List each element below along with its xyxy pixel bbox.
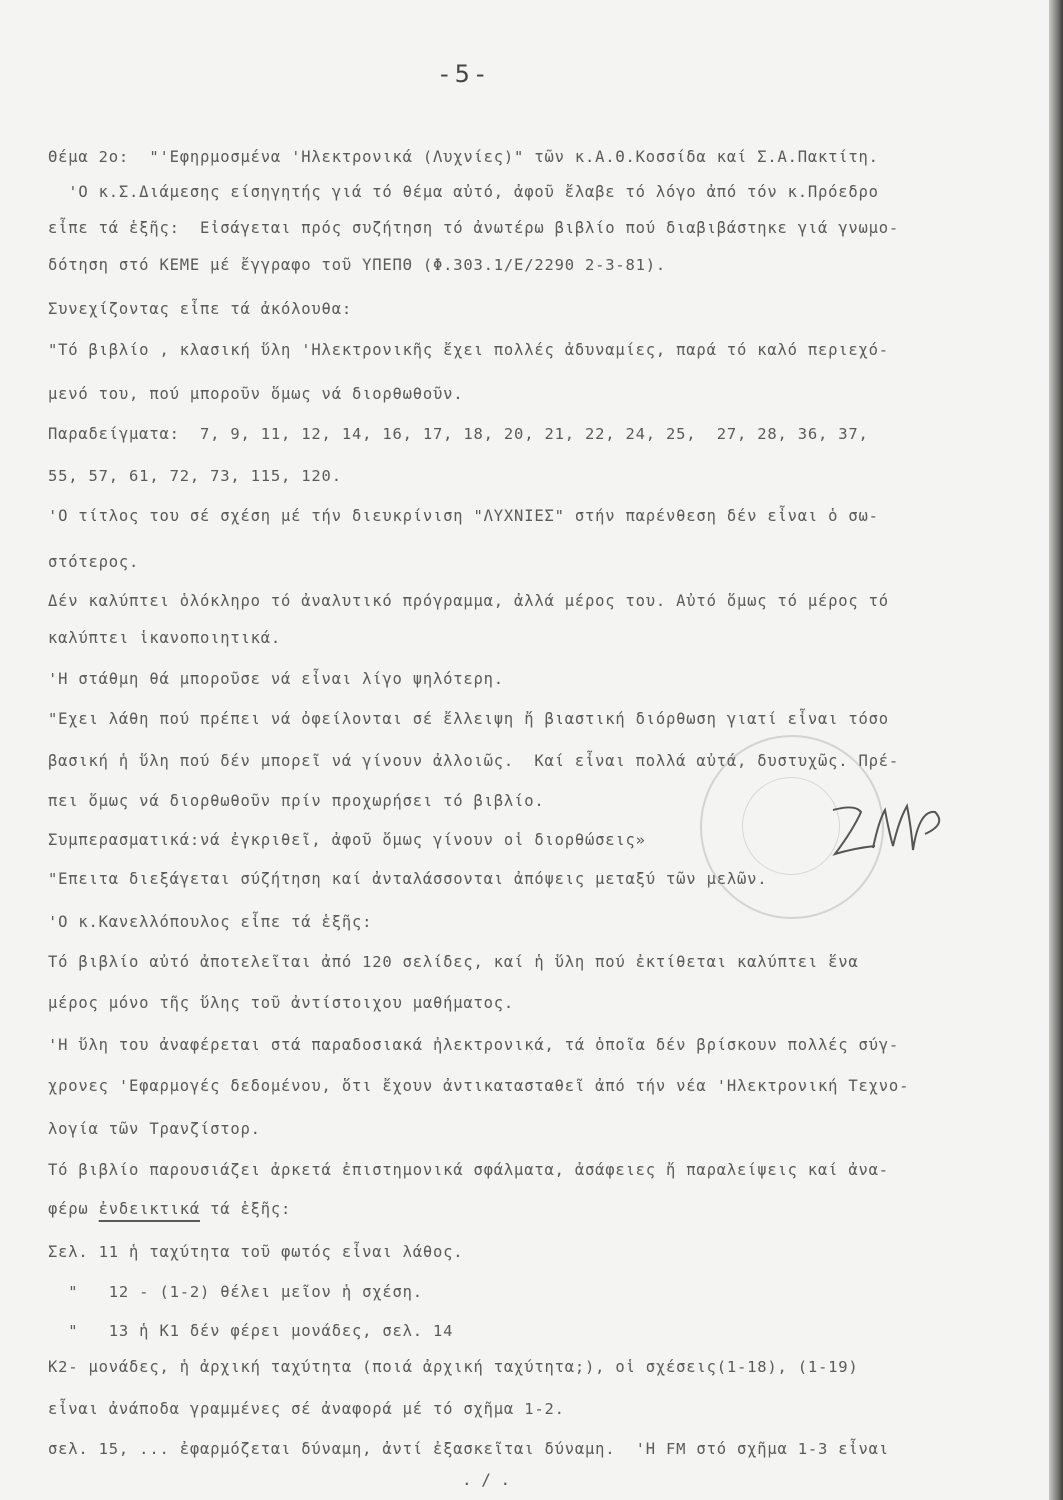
- page-edge-shadow: [1049, 0, 1063, 1500]
- text-line: 'Ο κ.Κανελλόπουλος εἶπε τά ἑξῆς:: [48, 913, 373, 931]
- text-line: πει ὅμως νά διορθωθοῦν πρίν προχωρήσει τό βιβλίο.: [48, 792, 545, 810]
- text-line: μέρος μόνο τῆς ὕλης τοῦ ἀντίστοιχου μαθήματος.: [48, 994, 515, 1012]
- text-line: "Τό βιβλίο , κλασική ὕλη 'Ηλεκτρονικῆς ἔχει πολλές ἀδυναμίες, παρά τό καλό περιεχό-: [48, 341, 889, 359]
- text-line: Δέν καλύπτει ὁλόκληρο τό ἀναλυτικό πρόγραμμα, ἀλλά μέρος του. Αὐτό ὅμως τό μέρος τό: [48, 592, 889, 610]
- text-segment: φέρω: [48, 1200, 99, 1218]
- text-line: Κ2- μονάδες, ἡ ἀρχική ταχύτητα (ποιά ἀρχική ταχύτητα;), οἱ σχέσεις(1-18), (1-19): [48, 1358, 859, 1376]
- text-line: μενό του, πού μποροῦν ὅμως νά διορθωθοῦν.: [48, 385, 464, 403]
- text-line: Τό βιβλίο παρουσιάζει ἀρκετά ἐπιστημονικά σφάλματα, ἀσάφειες ἤ παραλείψεις καί ἀνα-: [48, 1161, 889, 1179]
- text-line: " 12 - (1-2) θέλει μεῖον ἡ σχέση.: [48, 1283, 423, 1301]
- text-line: Συνεχίζοντας εἶπε τά ἀκόλουθα:: [48, 300, 352, 318]
- text-line: Τό βιβλίο αὐτό ἀποτελεῖται ἀπό 120 σελίδες, καί ἡ ὕλη πού ἐκτίθεται καλύπτει ἕνα: [48, 953, 859, 971]
- text-segment: τά ἑξῆς:: [200, 1200, 292, 1218]
- text-line: χρονες 'Εφαρμογές δεδομένου, ὅτι ἔχουν ἀντικατασταθεῖ ἀπό τήν νέα 'Ηλεκτρονική Τεχνο-: [48, 1077, 910, 1095]
- page-number: -5-: [440, 60, 491, 88]
- text-line: εἶπε τά ἑξῆς: Εἰσάγεται πρός συζήτηση τό ἀνωτέρω βιβλίο πού διαβιβάστηκε γιά γνωμο-: [48, 219, 900, 237]
- text-line: δότηση στό ΚΕΜΕ μέ ἔγγραφο τοῦ ΥΠΕΠΘ (Φ.303.1/Ε/2290 2-3-81).: [48, 256, 667, 274]
- continuation-mark: . / .: [462, 1470, 511, 1489]
- text-line: Σελ. 11 ἡ ταχύτητα τοῦ φωτός εἶναι λάθος.: [48, 1243, 464, 1261]
- text-line: Παραδείγματα: 7, 9, 11, 12, 14, 16, 17, 18, 20, 21, 22, 24, 25, 27, 28, 36, 37,: [48, 425, 869, 443]
- text-line: στότερος.: [48, 553, 140, 571]
- text-line: 'Ο κ.Σ.Διάμεσης είσηγητής γιά τό θέμα αὐτό, ἀφοῦ ἔλαβε τό λόγο ἀπό τόν κ.Πρόεδρο: [48, 183, 879, 201]
- text-line: 'Η στάθμη θά μποροῦσε νά εἶναι λίγο ψηλότερη.: [48, 670, 504, 688]
- text-line: 55, 57, 61, 72, 73, 115, 120.: [48, 467, 342, 485]
- text-line: "Εχει λάθη πού πρέπει νά ὀφείλονται σέ ἔλλειψη ἤ βιαστική διόρθωση γιατί εἶναι τόσο: [48, 710, 889, 728]
- handwritten-signature: [815, 790, 955, 880]
- text-line: Συμπερασματικά:νά ἐγκριθεῖ, ἀφοῦ ὅμως γίνουν οἱ διορθώσεις»: [48, 831, 646, 849]
- text-line: καλύπτει ἱκανοποιητικά.: [48, 629, 282, 647]
- text-line: εἶναι ἀνάποδα γραμμένες σέ ἀναφορά μέ τό σχῆμα 1-2.: [48, 1400, 565, 1418]
- text-line: 'Η ὕλη του ἀναφέρεται στά παραδοσιακά ἠλεκτρονικά, τά ὁποῖα δέν βρίσκουν πολλές σύγ-: [48, 1036, 900, 1054]
- text-line: 'Ο τίτλος του σέ σχέση μέ τήν διευκρίνιση "ΛΥΧΝΙΕΣ" στήν παρένθεση δέν εἶναι ὁ σω-: [48, 507, 879, 525]
- text-line: βασική ἡ ὕλη πού δέν μπορεῖ νά γίνουν ἀλλοιῶς. Καί εἶναι πολλά αὐτά, δυστυχῶς. Πρέ-: [48, 752, 900, 770]
- text-line: Θέμα 2ο: "'Εφηρμοσμένα 'Ηλεκτρονικά (Λυχνίες)" τῶν κ.Α.Θ.Κοσσίδα καί Σ.Α.Πακτίτη.: [48, 148, 879, 166]
- underlined-word: ἐνδεικτικά: [98, 1200, 200, 1218]
- text-line: " 13 ἡ Κ1 δέν φέρει μονάδες, σελ. 14: [48, 1322, 454, 1340]
- text-line: "Επειτα διεξάγεται σύζήτηση καί ἀνταλάσσονται ἀπόψεις μεταξύ τῶν μελῶν.: [48, 870, 768, 888]
- text-line: [48, 1200, 291, 1218]
- text-line: σελ. 15, ... ἐφαρμόζεται δύναμη, ἀντί ἐξασκεῖται δύναμη. 'Η FM στό σχῆμα 1-3 εἶναι: [48, 1440, 889, 1458]
- text-line: λογία τῶν Τρανζίστορ.: [48, 1120, 261, 1138]
